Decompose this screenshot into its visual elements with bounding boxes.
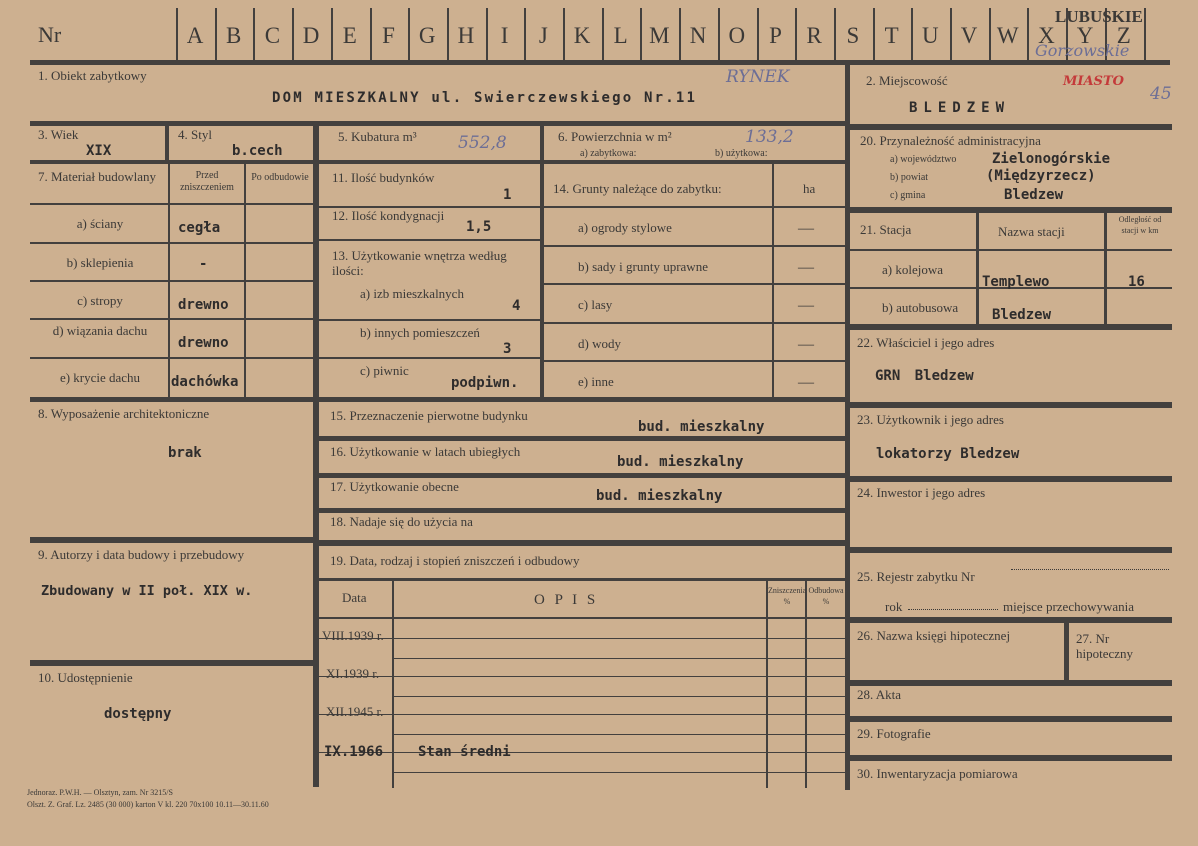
- f25-number-line: [1011, 569, 1169, 570]
- f23-value: lokatorzy Bledzew: [876, 446, 1020, 462]
- f7-row-label: b) sklepienia: [66, 255, 134, 270]
- letter-divider: [1144, 8, 1146, 62]
- f20-pow-value: (Międzyrzecz): [986, 168, 1096, 184]
- f20-label: 20. Przynależność administracyjna: [860, 133, 1041, 148]
- f6-sub-b: b) użytkowa:: [715, 148, 768, 159]
- rule-f25: [850, 617, 1172, 623]
- index-letter: X: [1038, 23, 1055, 48]
- index-letter: R: [806, 23, 822, 48]
- f2-value: BLEDZEW: [909, 100, 1011, 116]
- f28-label: 28. Akta: [857, 687, 902, 702]
- f14-row-value: —: [798, 374, 814, 391]
- f14-row-label: a) ogrody stylowe: [578, 220, 672, 235]
- rule-f20: [850, 207, 1172, 213]
- f1-value: DOM MIESZKALNY ul. Swierczewskiego Nr.11: [272, 90, 698, 106]
- f17-value: bud. mieszkalny: [596, 488, 723, 504]
- rule-f7-r4: [30, 357, 315, 359]
- f6-label: 6. Powierzchnia w m²: [558, 129, 672, 144]
- rule-f12: [319, 239, 542, 241]
- f13-b-value: 3: [503, 341, 512, 357]
- index-letter: O: [728, 23, 746, 48]
- f19-col-date: Data: [342, 590, 367, 605]
- index-letter: U: [921, 23, 939, 48]
- rule-f7-r3: [30, 318, 315, 320]
- f12-value: 1,5: [466, 219, 492, 235]
- rule-f3-f4: [165, 126, 169, 162]
- rule-f3-bottom: [30, 160, 845, 164]
- rule-f2: [850, 124, 1172, 130]
- f7-row-value: drewno: [178, 335, 229, 351]
- index-letter: H: [457, 23, 475, 48]
- f25-rok: rok: [885, 599, 903, 614]
- index-letter: M: [649, 23, 670, 48]
- f2-note: MIASTO: [1063, 74, 1124, 89]
- f23-label: 23. Użytkownik i jego adres: [857, 412, 1004, 427]
- f19-col-rebuild: Odbudowa %: [808, 586, 844, 606]
- rule-f21-col1: [976, 213, 979, 326]
- footer-line1: Jednoraz. P.W.H. — Olsztyn, zam. Nr 3215/S: [27, 788, 173, 797]
- rule-f7-col2: [244, 164, 246, 398]
- rule-f8-bottom: [30, 537, 315, 543]
- f19-col-damage: Zniszczenia %: [768, 586, 807, 606]
- f14-row-value: —: [798, 259, 814, 276]
- f14-row-label: c) lasy: [578, 297, 613, 312]
- footer-line2: Olszt. Z. Graf. Lz. 2485 (30 000) karton V kl. 220 70x100 10.11—30.11.60: [27, 800, 269, 809]
- index-letter: B: [226, 23, 242, 48]
- f26-label: 26. Nazwa księgi hipotecznej: [857, 628, 1011, 643]
- f19-row-subline: [394, 696, 845, 697]
- index-letter: D: [302, 23, 320, 48]
- f20-woj-label: a) województwo: [890, 154, 957, 165]
- index-letter: J: [538, 23, 548, 48]
- f19-row-date: VIII.1939 r.: [322, 628, 384, 643]
- rule-f23: [850, 476, 1172, 482]
- f6-value: 133,2: [745, 127, 794, 147]
- index-letter: I: [500, 23, 509, 48]
- rule-f14-r3: [544, 322, 845, 324]
- nr-label: Nr: [38, 22, 62, 47]
- f19-col-desc: O P I S: [534, 592, 599, 608]
- f19-row-date: IX.1966: [324, 744, 384, 760]
- f11-value: 1: [503, 187, 512, 203]
- index-letter: K: [573, 23, 591, 48]
- f14-unit: ha: [803, 181, 816, 196]
- rule-f14-r1: [544, 245, 845, 247]
- index-letter: F: [382, 23, 395, 48]
- f9-label: 9. Autorzy i data budowy i przebudowy: [38, 547, 245, 562]
- f22-label: 22. Właściciel i jego adres: [857, 335, 995, 350]
- f17-label: 17. Użytkowanie obecne: [330, 479, 459, 494]
- f7-row-label: e) krycie dachu: [59, 370, 141, 385]
- rule-f7-col1: [168, 164, 170, 398]
- rule-f26: [850, 680, 1172, 686]
- index-letter: L: [613, 23, 628, 48]
- f19-row-line: [319, 752, 845, 753]
- index-letter: T: [884, 23, 899, 48]
- rule-f7-header: [30, 203, 315, 205]
- f25-rok-line: [908, 609, 998, 610]
- f16-value: bud. mieszkalny: [617, 454, 744, 470]
- f19-row-line: [319, 676, 845, 677]
- f13-b-label: b) innych pomieszczeń: [360, 325, 480, 340]
- f24-label: 24. Inwestor i jego adres: [857, 485, 986, 500]
- f19-row-line: [319, 638, 845, 639]
- index-letter: V: [960, 23, 978, 48]
- rule-f16: [319, 473, 845, 478]
- region-label: LUBUSKIE: [1055, 7, 1143, 26]
- f7-col-before: Przed zniszczeniem: [180, 170, 234, 193]
- f10-label: 10. Udostępnienie: [38, 670, 133, 685]
- f7-row-label: d) wiązania dachu: [52, 323, 148, 338]
- f9-value: Zbudowany w II poł. XIX w.: [41, 583, 253, 599]
- f7-label: 7. Materiał budowlany: [38, 169, 157, 184]
- index-letter: E: [342, 23, 357, 48]
- index-letter: N: [689, 23, 707, 48]
- f12-label: 12. Ilość kondygnacji: [332, 208, 445, 223]
- rule-f7-r1: [30, 242, 315, 244]
- f21-label: 21. Stacja: [860, 222, 912, 237]
- f10-value: dostępny: [104, 706, 172, 722]
- rule-f17: [319, 508, 845, 513]
- f19-row-date: XI.1939 r.: [326, 666, 380, 681]
- index-letter: P: [769, 23, 782, 48]
- f13-label: 13. Użytkowanie wnętrza według ilości:: [332, 248, 507, 278]
- rule-f14-r4: [544, 360, 845, 362]
- f7-row-label: a) ściany: [76, 216, 124, 231]
- f21-bus-name: Bledzew: [992, 307, 1052, 323]
- rule-f29: [850, 755, 1172, 761]
- f4-label: 4. Styl: [178, 127, 212, 142]
- f20-gm-label: c) gmina: [890, 190, 926, 201]
- rule-f18: [319, 540, 845, 546]
- f1-note: RYNEK: [726, 67, 790, 87]
- rule-f13b: [319, 357, 542, 359]
- f20-gm-value: Bledzew: [1004, 187, 1064, 203]
- rule-f24: [850, 547, 1172, 553]
- f8-value: brak: [168, 445, 202, 461]
- f13-c-value: podpiwn.: [451, 375, 519, 391]
- index-letter: Y: [1076, 23, 1094, 48]
- f5-label: 5. Kubatura m³: [338, 129, 417, 144]
- f2-label: 2. Miejscowość: [866, 73, 948, 88]
- rule-f15: [319, 436, 845, 441]
- f7-row-label: c) stropy: [77, 293, 123, 308]
- f6-sub-a: a) zabytkowa:: [580, 148, 637, 159]
- index-letter: G: [418, 23, 436, 48]
- f14-row-value: —: [798, 336, 814, 353]
- rule-f14-r2: [544, 283, 845, 285]
- index-letter: S: [846, 23, 860, 48]
- f7-row-value: dachówka: [171, 374, 239, 390]
- f7-row-value: drewno: [178, 297, 229, 313]
- f18-label: 18. Nadaje się do użycia na: [330, 514, 473, 529]
- rule-f22: [850, 402, 1172, 408]
- rule-f14-header: [544, 206, 845, 208]
- f3-label: 3. Wiek: [38, 127, 79, 142]
- f21-kol-dist: 16: [1128, 274, 1145, 290]
- f3-value: XIX: [86, 143, 112, 159]
- rule-f1-bottom: [30, 121, 845, 126]
- f19-row-subline: [394, 658, 845, 659]
- f19-row-line: [319, 714, 845, 715]
- region-note: Gorzowskie: [1035, 41, 1130, 60]
- index-letter: A: [186, 23, 204, 48]
- f19-row-date: XII.1945 r.: [326, 704, 384, 719]
- f8-label: 8. Wyposażenie architektoniczne: [38, 406, 210, 421]
- f13-a-value: 4: [512, 298, 521, 314]
- f21-kol-label: a) kolejowa: [882, 262, 944, 277]
- rule-f21: [850, 324, 1172, 330]
- f21-col-name: Nazwa stacji: [998, 224, 1065, 239]
- f21-kol-name: Templewo: [982, 274, 1050, 290]
- f25-label: 25. Rejestr zabytku Nr: [857, 569, 975, 584]
- f14-row-label: b) sady i grunty uprawne: [578, 259, 708, 274]
- rule-f19-col-o: [805, 580, 807, 788]
- f21-bus-label: b) autobusowa: [882, 300, 959, 315]
- f20-pow-label: b) powiat: [890, 172, 929, 183]
- index-letter: Z: [1116, 23, 1131, 48]
- f22-value: GRN Bledzew: [875, 368, 974, 384]
- f5-value: 552,8: [458, 133, 507, 153]
- rule-f13a: [319, 319, 542, 321]
- f15-value: bud. mieszkalny: [638, 419, 765, 435]
- f27-label: 27. Nr hipoteczny: [1076, 631, 1134, 661]
- f11-label: 11. Ilość budynków: [332, 170, 435, 185]
- f16-label: 16. Użytkowanie w latach ubiegłych: [330, 444, 521, 459]
- f13-a-label: a) izb mieszkalnych: [360, 286, 464, 301]
- rule-f14-col: [772, 164, 774, 398]
- col-divider-left: [313, 122, 319, 787]
- f1-label: 1. Obiekt zabytkowy: [38, 68, 147, 83]
- rule-f9-bottom: [30, 660, 315, 666]
- header-bottom-rule: [30, 60, 1170, 65]
- rule-f26-col: [1064, 622, 1069, 682]
- f7-row-value: cegła: [178, 220, 221, 236]
- rule-f21-header: [850, 249, 1172, 251]
- f14-row-label: d) wody: [578, 336, 621, 351]
- index-letter: W: [996, 23, 1019, 48]
- f14-row-value: —: [798, 297, 814, 314]
- f19-label: 19. Data, rodzaj i stopień zniszczeń i odbudowy: [330, 553, 580, 568]
- f21-col-dist: Odległość od stacji w km: [1118, 215, 1162, 235]
- f19-row-desc: Stan średni: [418, 744, 511, 760]
- f4-value: b.cech: [232, 143, 283, 159]
- rule-f7-r2: [30, 280, 315, 282]
- rule-f28: [850, 716, 1172, 722]
- rule-f19-col-z: [766, 580, 768, 788]
- f2-note2: 45: [1150, 84, 1172, 104]
- rule-f21-col2: [1104, 213, 1107, 326]
- f14-row-value: —: [798, 220, 814, 237]
- f19-row-subline: [394, 772, 845, 773]
- f19-row-subline: [394, 734, 845, 735]
- f25-place: miejsce przechowywania: [1003, 599, 1135, 614]
- f14-row-label: e) inne: [578, 374, 614, 389]
- f7-row-value: -: [199, 256, 208, 272]
- rule-f7-bottom: [30, 397, 845, 402]
- f13-c-label: c) piwnic: [360, 363, 409, 378]
- f29-label: 29. Fotografie: [857, 726, 931, 741]
- f14-label: 14. Grunty należące do zabytku:: [553, 181, 722, 196]
- f20-woj-value: Zielonogórskie: [992, 151, 1111, 167]
- f30-label: 30. Inwentaryzacja pomiarowa: [857, 766, 1018, 781]
- f7-col-after: Po odbudowie: [251, 172, 309, 183]
- index-letter: C: [264, 23, 281, 48]
- rule-f19-col-date: [392, 580, 394, 788]
- f15-label: 15. Przeznaczenie pierwotne budynku: [330, 408, 528, 423]
